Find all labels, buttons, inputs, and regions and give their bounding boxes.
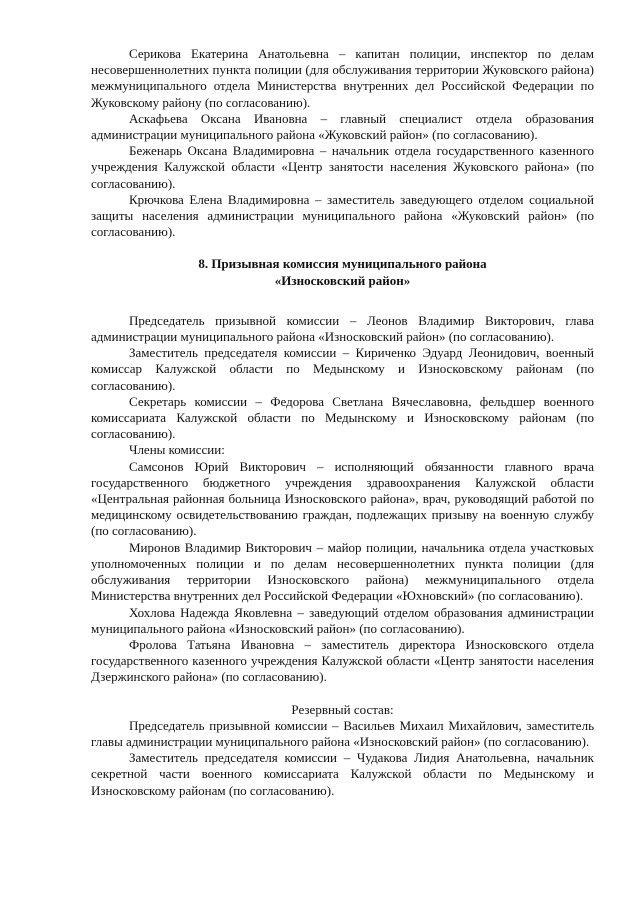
paragraph-secretary: Секретарь комиссии – Федорова Светлана Вячеславовна, фельдшер военного комиссариата Калужской области по Медынскому и Износковскому районам (по согласованию).: [91, 393, 594, 442]
paragraph-askafeva: Аскафьева Оксана Ивановна – главный специалист отдела образования администрации муниципального района «Жуковский район» (по согласованию).: [91, 110, 594, 143]
spacer: [91, 240, 594, 256]
section-heading-line1: 8. Призывная комиссия муниципального района: [198, 256, 487, 272]
paragraph-serikova: Серикова Екатерина Анатольевна – капитан полиции, инспектор по делам несовершеннолетних пункта полиции (для обслуживания территории Жуковского района) межмуниципального отдела Министерства внутренних дел Российской Федерации по Жуковскому району (по согласованию).: [91, 46, 594, 110]
paragraph-member-frolova: Фролова Татьяна Ивановна – заместитель директора Износковского отдела государственного казенного учреждения Калужской области «Центр занятости населения Дзержинского района» (по согласованию).: [91, 636, 594, 685]
paragraph-reserve-chairman: Председатель призывной комиссии – Васильев Михаил Михайлович, заместитель главы администрации муниципального района «Износковский район» (по согласованию).: [91, 717, 594, 749]
paragraph-deputy: Заместитель председателя комиссии – Кириченко Эдуард Леонидович, военный комиссар Калужской области по Медынскому и Износковскому районам (по согласованию).: [91, 345, 594, 393]
document-page: [91, 46, 594, 799]
paragraph-member-khokhlova: Хохлова Надежда Яковлевна – заведующий отделом образования администрации муниципального района «Износковский район» (по согласованию).: [91, 604, 594, 636]
spacer: [91, 686, 594, 702]
section-heading-line2: «Износковский район»: [274, 272, 411, 288]
paragraph-member-mironov: Миронов Владимир Викторович – майор полиции, начальника отдела участковых уполномоченных полиции и по делам несовершеннолетних пункта полиции (для обслуживания территории Износковского района) межмуниципального отдела Министерства внутренних дел Российской Федерации «Юхновский» (по согласованию).: [91, 539, 594, 604]
reserve-label: Резервный состав:: [291, 701, 394, 717]
paragraph-bezhenar: Беженарь Оксана Владимировна – начальник отдела государственного казенного учреждения Калужской области «Центр занятости населения Жуковского района» (по согласованию).: [91, 143, 594, 191]
paragraph-reserve-deputy: Заместитель председателя комиссии – Чудакова Лидия Анатольевна, начальник секретной части военного комиссариата Калужской области по Медынскому и Износковскому районам (по согласованию).: [91, 750, 594, 798]
paragraph-chairman: Председатель призывной комиссии – Леонов Владимир Викторович, глава администрации муниципального района «Износковский район» (по согласованию).: [91, 312, 594, 345]
spacer: [91, 289, 594, 313]
paragraph-member-samsonov: Самсонов Юрий Викторович – исполняющий обязанности главного врача государственного бюджетного учреждения здравоохранения Калужской области «Центральная районная больница Износковского района», врач, руководящий работой по медицинскому освидетельствованию граждан, подлежащих призыву на военную службу (по согласованию).: [91, 458, 594, 539]
members-label: Члены комиссии:: [129, 442, 225, 458]
paragraph-kryuchkova: Крючкова Елена Владимировна – заместитель заведующего отделом социальной защиты населения администрации муниципального района «Жуковский район» (по согласованию).: [91, 191, 594, 240]
